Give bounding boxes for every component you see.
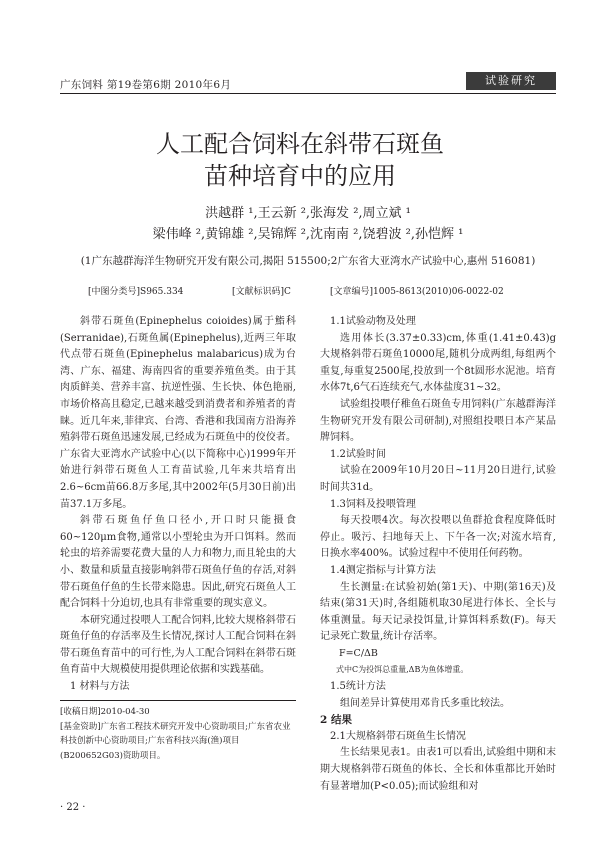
heading-1-1: 1.1试验动物及处理 <box>330 316 416 327</box>
page-number: · 22 · <box>60 802 86 813</box>
intro-paragraph-3: 本研究通过投喂人工配合饲料,比较大规格斜带石斑鱼仔鱼的存活率及生长情况,探讨人工配合饲料在斜带石斑鱼育苗中的可行性,为人工配合饲料在斜带石斑鱼育苗中大规模使用提供理论依据和实践基础。 <box>60 614 296 676</box>
article-title-line-1: 人工配合饲料在斜带石斑鱼 <box>156 130 444 158</box>
heading-results: 2 结果 <box>320 714 352 727</box>
paragraph-1-3: 每天投喂4次。每次投喂以鱼群抢食程度降低时停止。吸污、扫地每天上、下午各一次;对流水培育,日换水率400%。试验过程中不使用任何药物。 <box>320 515 556 560</box>
right-column <box>320 314 556 795</box>
footnotes <box>60 705 296 763</box>
paragraph-1-1: 选用体长(3.37±0.33)cm,体重(1.41±0.43)g大规格斜带石斑鱼10000尾,随机分成两组,每组两个重复,每重复2500尾,投放到一个8t圆形水泥池。培育水体7t,6气石连续充气,水体盐度31~32。 <box>320 332 556 394</box>
heading-1-3: 1.3饲料及投喂管理 <box>330 498 416 510</box>
formula-note: 式中C为投饵总重量,ΔB为鱼体增重。 <box>336 665 469 675</box>
funding-note: [基金资助]广东省工程技术研究开发中心资助项目;广东省农业科技创新中心资助项目;广东省科技兴海(渔)项目(B200652G03)资助项目。 <box>60 721 291 761</box>
heading-1-5: 1.5统计方法 <box>330 681 386 693</box>
paragraph-1-5: 组间差异计算使用邓肯氏多重比较法。 <box>340 697 510 709</box>
footnote-rule <box>60 700 296 701</box>
formula: F=C/ΔB <box>339 647 378 659</box>
journal-info: 广东饲料 第19卷第6期 2010年6月 <box>60 79 232 91</box>
section-badge: 试验研究 <box>466 72 556 90</box>
paragraph-2-1: 生长结果见表1。由表1可以看出,试验组中期和末期大规格斜带石斑鱼的体长、全长和体重都比开始时有显著增加(P<0.05);而试验组和对 <box>320 747 556 792</box>
clc-number: [中图分类号]S965.334 <box>88 287 184 297</box>
left-column <box>60 314 296 696</box>
intro-paragraph-1: 斜带石斑鱼(Epinephelus coioides)属于鮨科(Serranidae),石斑鱼属(Epinephelus),近两三年取代点带石斑鱼(Epinephelus malabaricus)成为台湾、广东、福建、海南四省的重要养殖鱼类。由于其肉质鲜美、营养丰富、抗逆性强、生长快、体色艳丽,市场价格高且稳定,已越来越受到消费者和养殖者的青睐。近几年来,菲律宾、台湾、香港和我国南方沿海养殖斜带石斑鱼迅速发展,已经成为石斑鱼中的佼佼者。广东省大亚湾水产试验中心(以下简称中心)1999年开始进行斜带石斑鱼人工育苗试验,几年来共培育出2.6~6cm苗66.8万多尾,其中2002年(5月30日前)出苗37.1万多尾。 <box>60 316 296 510</box>
received-date: [收稿日期]2010-04-30 <box>60 707 150 717</box>
intro-paragraph-2: 斜带石斑鱼仔鱼口径小,开口时只能摄食60~120μm食物,通常以小型轮虫为开口饵料。然而轮虫的培养需要花费大量的人力和物力,而且轮虫的大小、数量和质量直接影响斜带石斑鱼仔鱼的存活,对斜带石斑鱼仔鱼的生长带来隐患。因此,研究石斑鱼人工配合饲料十分迫切,也具有非常重要的现实意义。 <box>60 515 296 610</box>
affiliation: (1广东越群海洋生物研究开发有限公司,揭阳 515500;2广东省大亚湾水产试验中心,惠州 516081) <box>80 255 536 267</box>
document-code: [文献标识码]C <box>232 287 291 297</box>
article-title-line-2: 苗种培育中的应用 <box>204 162 396 190</box>
authors-line-2: 梁伟峰 ²,黄锦雄 ²,吴锦辉 ²,沈南南 ²,饶碧波 ²,孙恺辉 ¹ <box>152 227 464 242</box>
paragraph-1-4: 生长测量:在试验初始(第1天)、中期(第16天)及结束(第31天)时,各组随机取30尾进行体长、全长与体重测量。每天记录投饵量,计算饵料系数(F)。每天记录死亡数量,统计存活率。 <box>320 581 556 643</box>
header-rule <box>60 93 556 94</box>
section-heading-methods: 1 材料与方法 <box>70 681 130 693</box>
heading-1-2: 1.2试验时间 <box>330 448 386 460</box>
paragraph-1-1b: 试验组投喂仔稚鱼石斑鱼专用饲料(广东越群海洋生物研究开发有限公司研制),对照组投喂日本产某品牌饲料。 <box>320 398 556 444</box>
paragraph-1-2: 试验在2009年10月20日~11月20日进行,试验时间共31d。 <box>320 465 556 493</box>
heading-2-1: 2.1大规格斜带石斑鱼生长情况 <box>330 730 466 742</box>
heading-1-4: 1.4测定指标与计算方法 <box>330 564 436 576</box>
article-number: [文章编号]1005-8613(2010)06-0022-02 <box>330 287 504 297</box>
authors-line-1: 洪越群 ¹,王云新 ²,张海发 ²,周立斌 ¹ <box>205 206 411 221</box>
